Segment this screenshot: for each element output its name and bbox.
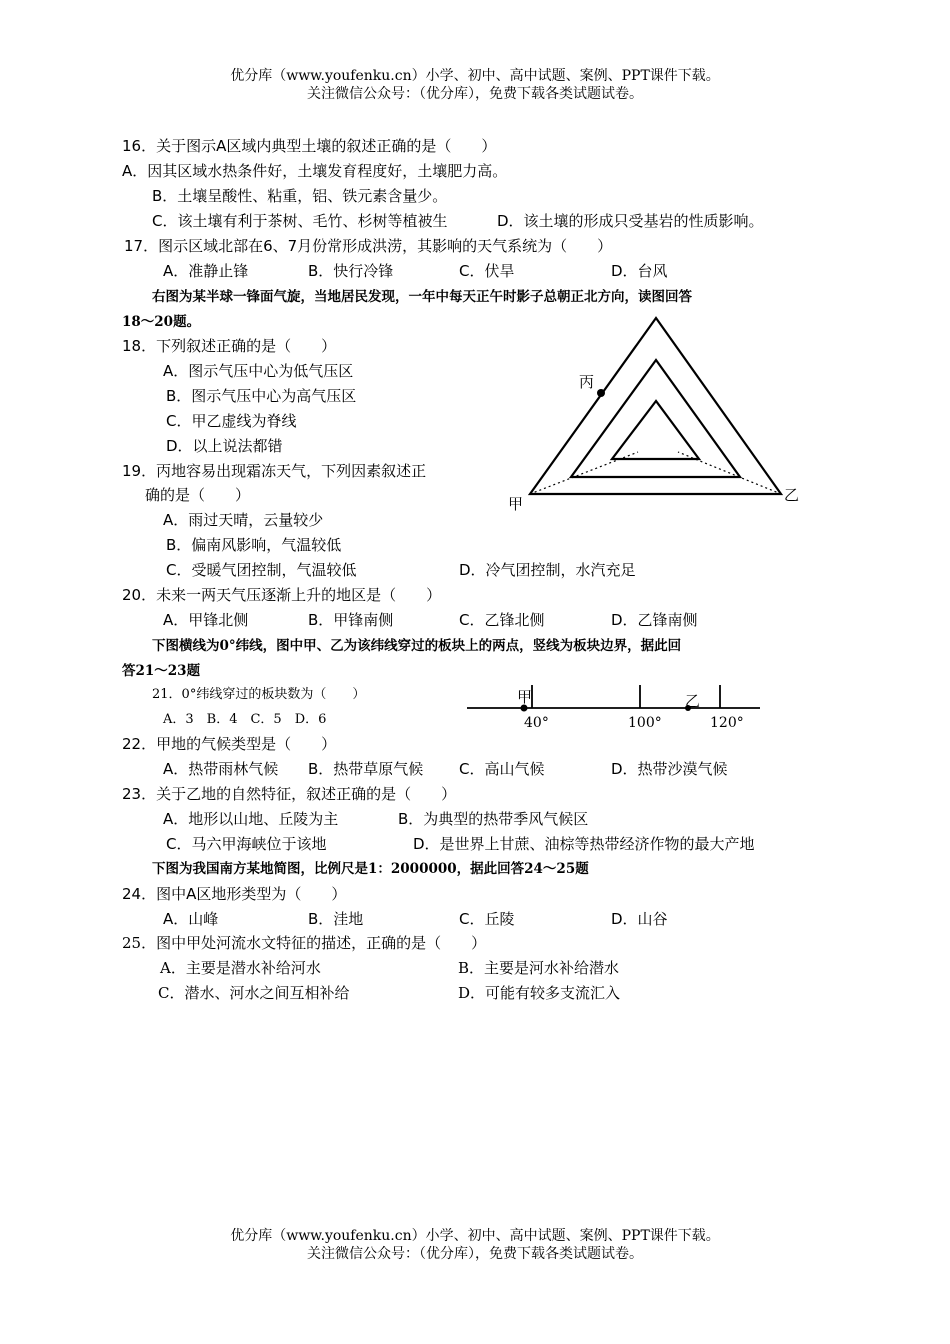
q25-option-a: A．主要是潜水补给河水 [160, 959, 321, 977]
q20-option-a: A．甲锋北侧 [163, 611, 249, 629]
isobar-inner [612, 401, 699, 459]
q24-stem: 24．图中A区地形类型为（ ） [122, 885, 347, 903]
q19-stem-line-2: 确的是（ ） [145, 486, 251, 504]
header-line-2: 关注微信公众号：（优分库），免费下载各类试题试卷。 [307, 86, 643, 102]
q21-stem: 21．0°纬线穿过的板块数为（ ） [152, 687, 366, 702]
q20-option-b: B．甲锋南侧 [308, 611, 394, 629]
intro-21-23-line-1: 下图横线为0°纬线，图中甲、乙为该纬线穿过的板块上的两点，竖线为板块边界，据此回 [152, 638, 682, 654]
q24-option-a: A．山峰 [163, 910, 219, 928]
q23-stem: 23．关于乙地的自然特征，叙述正确的是（ ） [122, 785, 457, 803]
q17-option-b: B．快行冷锋 [308, 262, 394, 280]
q17-stem: 17．图示区域北部在6、7月份常形成洪涝，其影响的天气系统为（ ） [124, 237, 613, 255]
header-line-1: 优分库（www.youfenku.cn）小学、初中、高中试题、案例、PPT课件下载。 [230, 68, 720, 84]
q24-option-d: D．山谷 [611, 910, 668, 928]
q21-options: A．3 B．4 C．5 D．6 [163, 712, 327, 727]
q22-option-b: B．热带草原气候 [308, 760, 424, 778]
tick-label-100: 100° [628, 715, 662, 731]
q19-stem-line-1: 19．丙地容易出现霜冻天气，下列因素叙述正 [122, 462, 427, 480]
label-bing: 丙 [579, 373, 595, 391]
q22-option-d: D．热带沙漠气候 [611, 760, 728, 778]
q20-stem: 20．未来一两天气压逐渐上升的地区是（ ） [122, 586, 442, 604]
tick-label-120: 120° [710, 715, 744, 731]
q23-option-a: A．地形以山地、丘陵为主 [163, 810, 339, 828]
q22-option-a: A．热带雨林气候 [163, 760, 279, 778]
isobar-outer [530, 318, 781, 494]
q18-option-b: B．图示气压中心为高气压区 [166, 387, 357, 405]
intro-24-25: 下图为我国南方某地简图，比例尺是1：2000000，据此回答24～25题 [152, 861, 589, 877]
q25-option-d: D．可能有较多支流汇入 [458, 984, 621, 1002]
q19-option-d: D．冷气团控制，水汽充足 [459, 561, 636, 579]
q23-option-b: B．为典型的热带季风气候区 [398, 810, 589, 828]
q25-option-b: B．主要是河水补给潜水 [458, 959, 620, 977]
q20-option-d: D．乙锋南侧 [611, 611, 698, 629]
q17-option-d: D．台风 [611, 262, 668, 280]
q25-option-c: C．潜水、河水之间互相补给 [158, 984, 350, 1002]
q16-option-b: B．土壤呈酸性、粘重，铝、铁元素含量少。 [152, 187, 448, 205]
q18-option-d: D．以上说法都错 [166, 437, 283, 455]
label-yi-equator: 乙 [685, 692, 701, 710]
footer-line-2: 关注微信公众号：（优分库），免费下载各类试题试卷。 [307, 1246, 643, 1262]
q17-option-c: C．伏旱 [459, 262, 515, 280]
q22-option-c: C．高山气候 [459, 760, 545, 778]
footer-line-1: 优分库（www.youfenku.cn）小学、初中、高中试题、案例、PPT课件下载。 [230, 1228, 720, 1244]
q17-option-a: A．准静止锋 [163, 262, 249, 280]
q16-stem: 16．关于图示A区域内典型土壤的叙述正确的是（ ） [122, 137, 497, 155]
label-jia-equator: 甲 [517, 688, 533, 706]
q24-option-c: C．丘陵 [459, 910, 515, 928]
label-jia: 甲 [508, 495, 524, 513]
q25-stem: 25．图中甲处河流水文特征的描述，正确的是（ ） [122, 934, 487, 952]
q18-option-c: C．甲乙虚线为脊线 [166, 412, 297, 430]
q18-option-a: A．图示气压中心为低气压区 [163, 362, 354, 380]
intro-18-20-line-1: 右图为某半球一锋面气旋，当地居民发现，一年中每天正午时影子总朝正北方向，读图回答 [152, 289, 692, 305]
q16-option-c: C．该土壤有利于茶树、毛竹、杉树等植被生 [152, 212, 448, 230]
q22-stem: 22．甲地的气候类型是（ ） [122, 735, 337, 753]
point-bing [597, 389, 605, 397]
q16-option-d: D．该土壤的形成只受基岩的性质影响。 [497, 212, 764, 230]
q23-option-d: D．是世界上甘蔗、油棕等热带经济作物的最大产地 [413, 835, 755, 853]
q24-option-b: B．洼地 [308, 910, 364, 928]
q16-option-a: A．因其区域水热条件好，土壤发育程度好，土壤肥力高。 [122, 162, 508, 180]
intro-21-23-line-2: 答21～23题 [122, 663, 201, 679]
q18-stem: 18．下列叙述正确的是（ ） [122, 337, 337, 355]
q19-option-a: A．雨过天晴，云量较少 [163, 511, 324, 529]
intro-18-20-line-2: 18～20题。 [122, 314, 201, 330]
tick-label-40: 40° [524, 715, 549, 731]
label-yi: 乙 [784, 486, 800, 504]
q19-option-c: C．受暖气团控制，气温较低 [166, 561, 357, 579]
q23-option-c: C．马六甲海峡位于该地 [166, 835, 327, 853]
q20-option-c: C．乙锋北侧 [459, 611, 545, 629]
q19-option-b: B．偏南风影响，气温较低 [166, 536, 342, 554]
